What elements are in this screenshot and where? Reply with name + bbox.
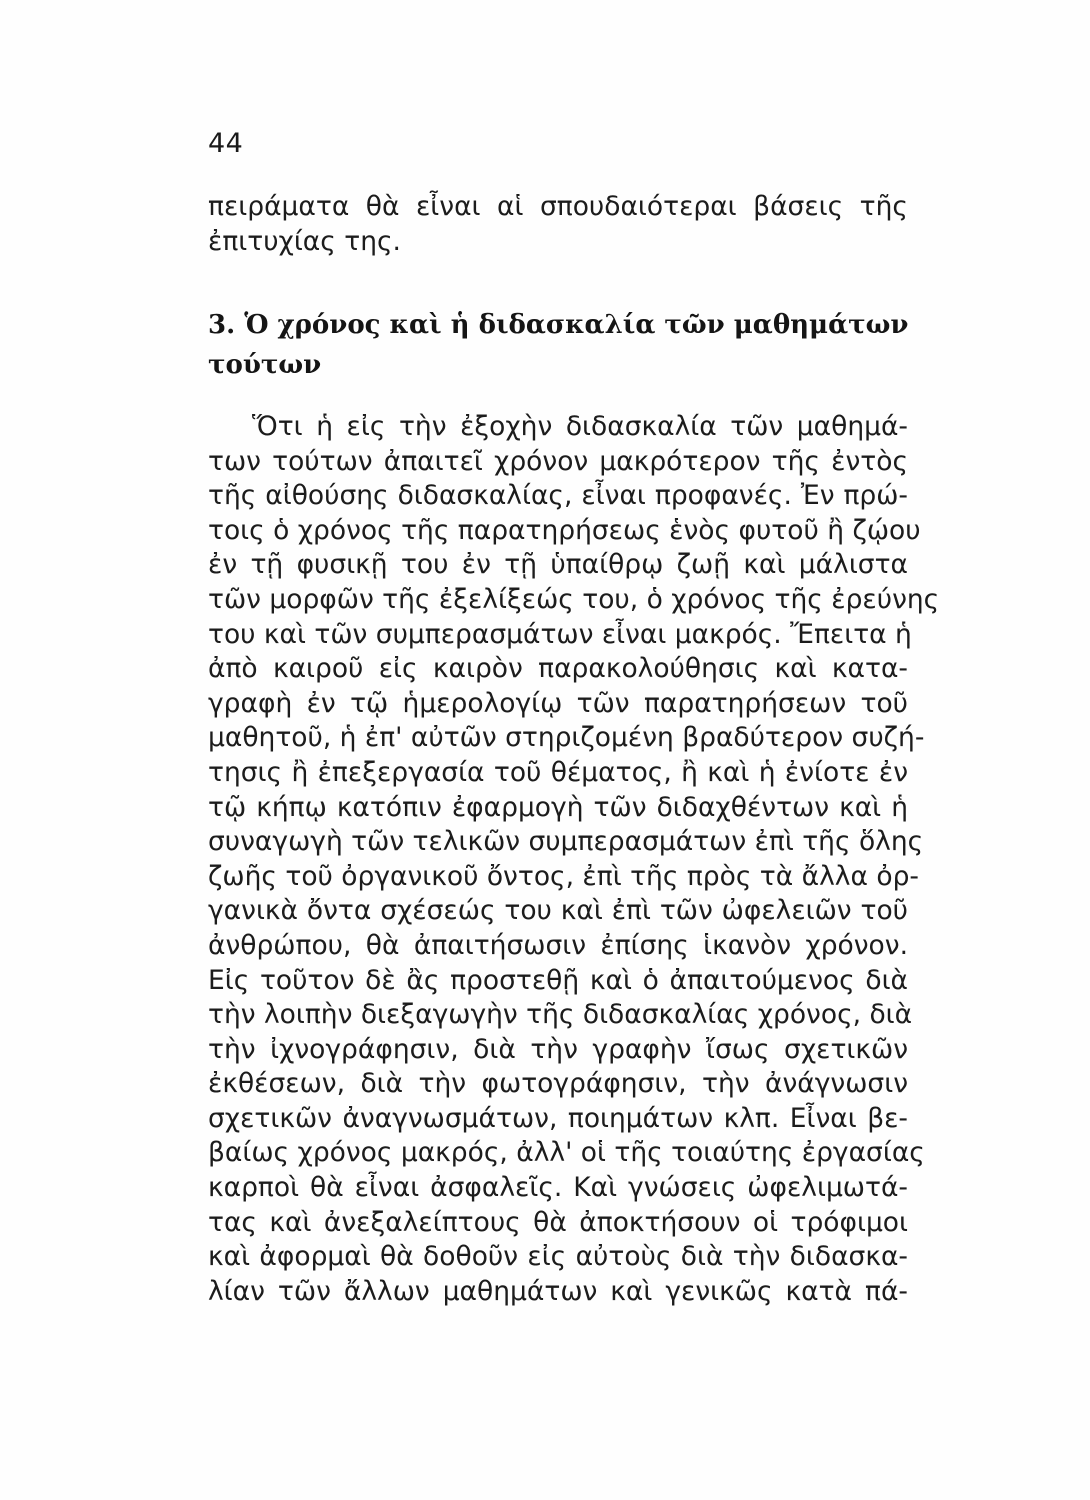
text-line: Εἰς τοῦτον δὲ ἂς προστεθῇ καὶ ὁ ἀπαιτούμενος διὰ: [208, 964, 908, 996]
text-line: ζωῆς τοῦ ὀργανικοῦ ὄντος, ἐπὶ τῆς πρὸς τὰ ἄλλα ὀρ-: [208, 860, 919, 892]
page-number: 44: [208, 128, 244, 159]
text-line: γραφὴ ἐν τῷ ἡμερολογίῳ τῶν παρατηρήσεων τοῦ: [208, 687, 908, 719]
text-line: λίαν τῶν ἄλλων μαθημάτων καὶ γενικῶς κατὰ πά-: [208, 1275, 908, 1307]
text-line: τῷ κήπῳ κατόπιν ἐφαρμογὴ τῶν διδαχθέντων καὶ ἡ: [208, 791, 908, 823]
text-line: τῆς αἰθούσης διδασκαλίας, εἶναι προφανές. Ἐν πρώ-: [208, 480, 908, 512]
text-line: τῶν μορφῶν τῆς ἐξελίξεώς του, ὁ χρόνος τῆς ἐρεύνης: [208, 583, 940, 615]
text-line: πειράματα θὰ εἶναι αἱ σπουδαιότεραι βάσεις τῆς: [208, 191, 908, 222]
text-line: τας καὶ ἀνεξαλείπτους θὰ ἀποκτήσουν οἱ τρόφιμοι: [208, 1206, 908, 1238]
text-line: Ὅτι ἡ εἰς τὴν ἐξοχὴν διδασκαλία τῶν μαθημά-: [252, 411, 908, 442]
text-line: ἀνθρώπου, θὰ ἀπαιτήσωσιν ἐπίσης ἱκανὸν χρόνον.: [208, 929, 908, 961]
text-line: γανικὰ ὄντα σχέσεώς του καὶ ἐπὶ τῶν ὠφελειῶν τοῦ: [208, 895, 908, 927]
heading-line: τούτων: [208, 350, 322, 380]
text-line: ἐν τῇ φυσικῇ του ἐν τῇ ὑπαίθρῳ ζωῇ καὶ μάλιστα: [208, 549, 908, 581]
heading-line: 3. Ὁ χρόνος καὶ ἡ διδασκαλία τῶν μαθημάτων: [208, 310, 909, 340]
intro-paragraph: [208, 190, 908, 259]
text-line: ἐκθέσεων, διὰ τὴν φωτογράφησιν, τὴν ἀνάγνωσιν: [208, 1068, 908, 1100]
text-line: τὴν ἰχνογράφησιν, διὰ τὴν γραφὴν ἴσως σχετικῶν: [208, 1033, 908, 1065]
text-line: καρποὶ θὰ εἶναι ἀσφαλεῖς. Καὶ γνώσεις ὠφελιμωτά-: [208, 1172, 908, 1204]
text-line: συναγωγὴ τῶν τελικῶν συμπερασμάτων ἐπὶ τῆς ὅλης: [208, 826, 924, 858]
text-line: του καὶ τῶν συμπερασμάτων εἶναι μακρός. Ἔπειτα ἡ: [208, 618, 912, 650]
text-line: των τούτων ἀπαιτεῖ χρόνον μακρότερον τῆς ἐντὸς: [208, 445, 908, 477]
text-line: τησις ἢ ἐπεξεργασία τοῦ θέματος, ἢ καὶ ἡ ἐνίοτε ἐν: [208, 756, 908, 788]
text-line: βαίως χρόνος μακρός, ἀλλ' οἱ τῆς τοιαύτης ἐργασίας: [208, 1137, 925, 1169]
section-heading: [208, 305, 908, 385]
text-line: σχετικῶν ἀναγνωσμάτων, ποιημάτων κλπ. Εἶναι βε-: [208, 1102, 908, 1134]
section-body: [208, 410, 940, 1309]
text-line: ἀπὸ καιροῦ εἰς καιρὸν παρακολούθησις καὶ κατα-: [208, 653, 908, 685]
text-line: τὴν λοιπὴν διεξαγωγὴν τῆς διδασκαλίας χρόνος, διὰ: [208, 999, 913, 1031]
text-line: καὶ ἀφορμαὶ θὰ δοθοῦν εἰς αὐτοὺς διὰ τὴν διδασκα-: [208, 1241, 908, 1273]
text-line: ἐπιτυχίας της.: [208, 225, 401, 257]
text-line: μαθητοῦ, ἡ ἐπ' αὐτῶν στηριζομένη βραδύτερον συζή-: [208, 722, 925, 754]
text-line: τοις ὁ χρόνος τῆς παρατηρήσεως ἑνὸς φυτοῦ ἢ ζῴου: [208, 514, 921, 546]
